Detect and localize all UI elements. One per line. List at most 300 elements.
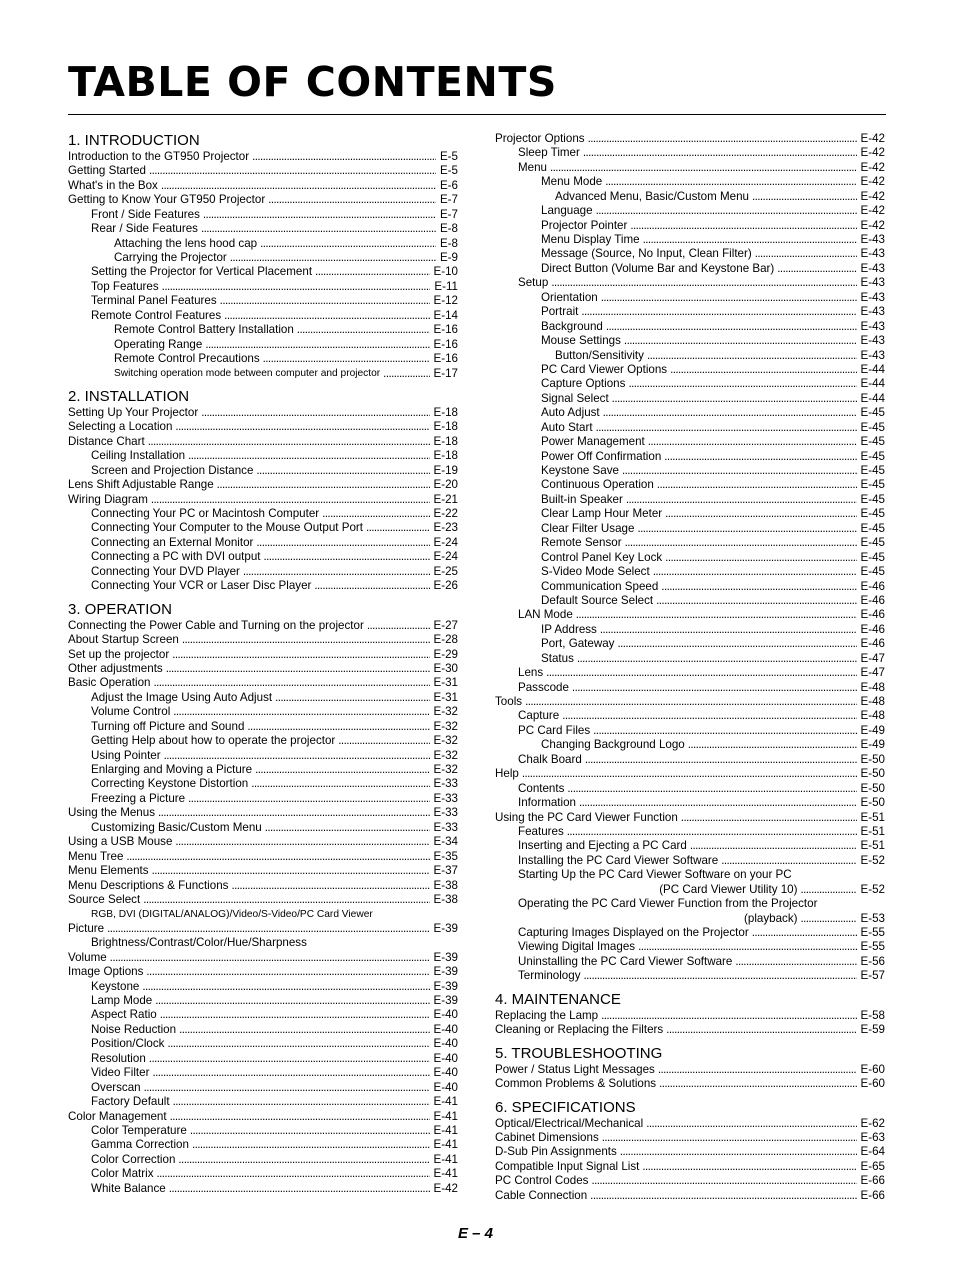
dot-leader: [620, 1145, 857, 1159]
toc-page-number: E-22: [433, 507, 458, 521]
toc-entry[interactable]: [495, 204, 885, 218]
toc-entry-label: Optical/Electrical/Mechanical: [495, 1116, 644, 1130]
toc-entry-label: Noise Reduction: [91, 1022, 177, 1036]
toc-entry-label: Setup: [518, 276, 549, 290]
toc-entry[interactable]: [68, 980, 458, 994]
toc-page-number: E-33: [433, 806, 458, 820]
toc-entry[interactable]: [495, 305, 885, 319]
toc-page-number: E-40: [433, 1022, 458, 1036]
toc-entry[interactable]: [495, 912, 885, 926]
toc-entry[interactable]: [68, 792, 458, 806]
toc-page-number: E-9: [439, 251, 458, 265]
toc-entry[interactable]: [68, 550, 458, 564]
toc-entry[interactable]: [495, 536, 885, 550]
toc-entry[interactable]: [495, 450, 885, 464]
toc-page-number: E-37: [433, 864, 458, 878]
toc-entry[interactable]: [68, 951, 458, 965]
toc-entry-label: Remote Control Battery Installation: [114, 323, 294, 337]
toc-entry-label: Keystone Save: [541, 464, 619, 478]
toc-entry-label: Lens Shift Adjustable Range: [68, 478, 214, 492]
toc-entry[interactable]: [68, 1124, 458, 1138]
toc-entry[interactable]: [495, 132, 885, 146]
toc-entry-label: Button/Sensitivity: [555, 348, 644, 362]
toc-entry[interactable]: [495, 421, 885, 435]
toc-entry[interactable]: [495, 652, 885, 666]
toc-entry-label: LAN Mode: [518, 608, 573, 622]
toc-entry-label: Front / Side Features: [91, 207, 200, 221]
toc-entry[interactable]: [495, 1023, 885, 1037]
toc-entry[interactable]: [68, 309, 458, 323]
toc-entry[interactable]: [68, 1009, 458, 1023]
toc-entry[interactable]: [68, 1095, 458, 1109]
toc-entry-label: Setting Up Your Projector: [68, 405, 199, 419]
toc-entry-label: D-Sub Pin Assignments: [495, 1145, 617, 1159]
toc-page-number: E-34: [433, 835, 458, 849]
toc-entry[interactable]: [495, 969, 885, 983]
dot-leader: [626, 493, 857, 507]
toc-page-number: E-49: [860, 738, 885, 752]
toc-entry[interactable]: [68, 493, 458, 507]
toc-entry-label: Connecting Your Computer to the Mouse Output Port: [91, 521, 363, 535]
dot-leader: [205, 338, 429, 352]
dot-leader: [600, 623, 857, 637]
dot-leader: [255, 763, 429, 777]
toc-page-number: E-17: [433, 366, 458, 380]
toc-page-number: E-42: [860, 175, 885, 189]
toc-entry-label: Using a USB Mouse: [68, 835, 173, 849]
dot-leader: [217, 478, 430, 492]
toc-page-number: E-50: [860, 767, 885, 781]
toc-page-number: E-18: [433, 434, 458, 448]
toc-page-number: E-24: [433, 535, 458, 549]
toc-entry-label: Picture: [68, 921, 105, 935]
toc-entry[interactable]: [68, 164, 458, 178]
toc-page-number: E-18: [433, 420, 458, 434]
toc-page-number: E-41: [433, 1167, 458, 1181]
toc-entry[interactable]: [68, 806, 458, 820]
toc-entry[interactable]: [68, 565, 458, 579]
toc-entry-label: White Balance: [91, 1181, 166, 1195]
toc-entry[interactable]: [495, 738, 885, 752]
dot-leader: [653, 565, 857, 579]
toc-page-number: E-24: [433, 550, 458, 564]
toc-entry[interactable]: [68, 619, 458, 633]
toc-page-number: E-45: [860, 420, 885, 434]
toc-entry[interactable]: [68, 280, 458, 294]
dot-leader: [144, 1081, 430, 1095]
toc-entry[interactable]: [68, 1138, 458, 1152]
dot-leader: [230, 251, 436, 265]
toc-entry[interactable]: [68, 266, 458, 280]
toc-page-number: E-51: [860, 824, 885, 838]
toc-page-number: E-31: [433, 676, 458, 690]
toc-entry[interactable]: [495, 767, 885, 781]
toc-entry[interactable]: [68, 1153, 458, 1167]
toc-entry[interactable]: [495, 377, 885, 391]
toc-page-number: E-43: [860, 290, 885, 304]
toc-entry[interactable]: [68, 763, 458, 777]
toc-entry[interactable]: [495, 479, 885, 493]
toc-entry[interactable]: [495, 782, 885, 796]
dot-leader: [366, 521, 430, 535]
toc-page-number: E-32: [433, 734, 458, 748]
toc-entry[interactable]: [495, 724, 885, 738]
toc-entry[interactable]: [495, 392, 885, 406]
toc-entry[interactable]: [68, 507, 458, 521]
toc-entry[interactable]: [495, 565, 885, 579]
toc-entry-label: Remote Control Precautions: [114, 352, 260, 366]
toc-page-number: E-26: [433, 579, 458, 593]
dot-leader: [572, 681, 857, 695]
toc-entry[interactable]: [68, 994, 458, 1008]
toc-entry[interactable]: [68, 850, 458, 864]
toc-entry-label: PC Card Files: [518, 723, 591, 737]
toc-entry-label: Set up the projector: [68, 647, 170, 661]
toc-entry-label: Other adjustments: [68, 661, 163, 675]
dot-leader: [590, 1189, 856, 1203]
toc-entry[interactable]: [68, 338, 458, 352]
dot-leader: [367, 619, 430, 633]
dot-leader: [173, 1095, 430, 1109]
toc-entry[interactable]: [495, 507, 885, 521]
toc-entry[interactable]: [68, 705, 458, 719]
toc-entry[interactable]: [68, 691, 458, 705]
dot-leader: [322, 507, 429, 521]
dot-leader: [265, 821, 430, 835]
toc-entry-label: Color Matrix: [91, 1167, 154, 1181]
toc-entry-label: Introduction to the GT950 Projector: [68, 149, 250, 163]
toc-entry[interactable]: [68, 648, 458, 662]
toc-entry-label: Continuous Operation: [541, 478, 654, 492]
toc-page-number: E-8: [439, 222, 458, 236]
toc-entry-label: Sleep Timer: [518, 146, 580, 160]
toc-entry[interactable]: [68, 449, 458, 463]
toc-entry[interactable]: [495, 219, 885, 233]
dot-leader: [143, 893, 429, 907]
toc-entry[interactable]: [495, 248, 885, 262]
toc-page-number: E-51: [860, 839, 885, 853]
toc-entry-label: Gamma Correction: [91, 1138, 189, 1152]
toc-page-number: E-48: [860, 695, 885, 709]
toc-entry[interactable]: [495, 190, 885, 204]
toc-entry[interactable]: [495, 580, 885, 594]
toc-entry-label: Power / Status Light Messages: [495, 1062, 655, 1076]
toc-entry-label: Basic Operation: [68, 676, 151, 690]
dot-leader: [314, 579, 429, 593]
toc-entry[interactable]: [68, 922, 458, 936]
dot-leader: [126, 850, 429, 864]
toc-entry-label: Default Source Select: [541, 593, 654, 607]
toc-entry-label: Freezing a Picture: [91, 791, 186, 805]
toc-page-number: E-43: [860, 348, 885, 362]
toc-entry[interactable]: [68, 464, 458, 478]
toc-page-number: E-45: [860, 435, 885, 449]
toc-page-number: E-46: [860, 593, 885, 607]
toc-entry[interactable]: [68, 1110, 458, 1124]
toc-page-number: E-46: [860, 622, 885, 636]
toc-entry[interactable]: [68, 579, 458, 593]
toc-entry[interactable]: [68, 179, 458, 193]
toc-entry[interactable]: [495, 695, 885, 709]
toc-entry[interactable]: [68, 633, 458, 647]
toc-entry[interactable]: [495, 594, 885, 608]
toc-entry[interactable]: [495, 941, 885, 955]
dot-leader: [151, 493, 430, 507]
toc-entry[interactable]: [68, 294, 458, 308]
toc-entry-label: Status: [541, 651, 574, 665]
toc-entry[interactable]: [495, 320, 885, 334]
toc-entry[interactable]: [495, 522, 885, 536]
dot-leader: [583, 146, 857, 160]
dot-leader: [203, 208, 436, 222]
toc-entry-label: Top Features: [91, 279, 159, 293]
dot-leader: [643, 233, 857, 247]
toc-entry[interactable]: [68, 193, 458, 207]
toc-entry-label: Advanced Menu, Basic/Custom Menu: [555, 189, 749, 203]
toc-entry[interactable]: [68, 1081, 458, 1095]
toc-entry[interactable]: [68, 1167, 458, 1181]
toc-entry[interactable]: [495, 233, 885, 247]
toc-page-number: E-60: [860, 1077, 885, 1091]
toc-entry[interactable]: [68, 536, 458, 550]
dot-leader: [169, 1182, 430, 1196]
dot-leader: [179, 1023, 429, 1037]
dot-leader: [666, 1023, 856, 1037]
toc-entry-label: Menu Descriptions & Functions: [68, 878, 229, 892]
dot-leader: [801, 912, 857, 926]
dot-leader: [664, 450, 856, 464]
dot-leader: [562, 709, 856, 723]
toc-entry-label: Changing Background Logo: [541, 738, 685, 752]
dot-leader: [260, 237, 436, 251]
toc-entry-label: Contents: [518, 781, 565, 795]
toc-entry[interactable]: [495, 1160, 885, 1174]
toc-entry[interactable]: [68, 208, 458, 222]
toc-entry[interactable]: [68, 522, 458, 536]
toc-entry-label: Volume: [68, 950, 107, 964]
toc-entry[interactable]: [495, 161, 885, 175]
toc-entry-label: Using Pointer: [91, 748, 161, 762]
toc-entry[interactable]: [68, 1066, 458, 1080]
dot-leader: [688, 738, 857, 752]
toc-page-number: E-63: [860, 1130, 885, 1144]
toc-entry[interactable]: [495, 291, 885, 305]
dot-leader: [252, 150, 436, 164]
toc-entry-label: Factory Default: [91, 1095, 170, 1109]
toc-entry-label: Keystone: [91, 979, 140, 993]
toc-entry[interactable]: [68, 406, 458, 420]
toc-entry[interactable]: [68, 1023, 458, 1037]
toc-page-number: E-39: [433, 950, 458, 964]
toc-page-number: E-48: [860, 680, 885, 694]
toc-page-number: E-10: [433, 265, 458, 279]
toc-page-number: E-57: [860, 969, 885, 983]
toc-entry[interactable]: [495, 262, 885, 276]
toc-entry[interactable]: [495, 608, 885, 622]
toc-entry[interactable]: [495, 1189, 885, 1203]
toc-page-number: E-43: [860, 319, 885, 333]
dot-leader: [201, 222, 436, 236]
section-heading: 5. TROUBLESHOOTING: [495, 1044, 663, 1062]
dot-leader: [642, 1160, 856, 1174]
toc-entry[interactable]: [495, 1063, 885, 1077]
toc-entry[interactable]: [68, 720, 458, 734]
toc-entry[interactable]: [495, 811, 885, 825]
toc-page-number: E-32: [433, 763, 458, 777]
dot-leader: [315, 265, 429, 279]
toc-entry[interactable]: [495, 1131, 885, 1145]
toc-entry[interactable]: [68, 965, 458, 979]
toc-entry-label: Cabinet Dimensions: [495, 1130, 599, 1144]
toc-entry[interactable]: [68, 435, 458, 449]
toc-page-number: E-46: [860, 579, 885, 593]
toc-entry[interactable]: [495, 926, 885, 940]
toc-entry[interactable]: [68, 1182, 458, 1196]
toc-entry[interactable]: [68, 879, 458, 893]
dot-leader: [584, 969, 857, 983]
dot-leader: [576, 608, 857, 622]
toc-entry-label: Connecting the Power Cable and Turning on the projector: [68, 618, 364, 632]
dot-leader: [628, 377, 856, 391]
toc-entry[interactable]: [495, 854, 885, 868]
toc-entry[interactable]: [68, 222, 458, 236]
dot-leader: [201, 406, 429, 420]
toc-entry[interactable]: [495, 955, 885, 969]
toc-entry[interactable]: [68, 893, 458, 907]
dot-leader: [550, 161, 856, 175]
toc-entry[interactable]: [495, 1077, 885, 1091]
toc-entry[interactable]: [68, 676, 458, 690]
toc-entry[interactable]: [495, 551, 885, 565]
toc-entry-label: Terminology: [518, 969, 581, 983]
toc-entry[interactable]: [68, 821, 458, 835]
toc-page-number: E-45: [860, 464, 885, 478]
dot-leader: [657, 478, 857, 492]
toc-entry-label: Attaching the lens hood cap: [114, 236, 258, 250]
dot-leader: [275, 691, 429, 705]
toc-entry[interactable]: [68, 864, 458, 878]
toc-page-number: E-43: [860, 247, 885, 261]
toc-page-number: E-41: [433, 1123, 458, 1137]
toc-entry[interactable]: [495, 363, 885, 377]
toc-entry[interactable]: [495, 349, 885, 363]
dot-leader: [192, 1138, 430, 1152]
toc-entry[interactable]: [495, 175, 885, 189]
toc-entry[interactable]: [495, 883, 885, 897]
toc-entry[interactable]: [68, 749, 458, 763]
toc-page-number: E-40: [433, 1008, 458, 1022]
dot-leader: [637, 522, 856, 536]
toc-entry-label: Clear Lamp Hour Meter: [541, 507, 663, 521]
toc-entry[interactable]: [495, 146, 885, 160]
toc-entry[interactable]: [495, 825, 885, 839]
toc-entry-label: Clear Filter Usage: [541, 521, 635, 535]
toc-page-number: E-50: [860, 781, 885, 795]
toc-page-number: E-12: [433, 294, 458, 308]
toc-entry[interactable]: [495, 753, 885, 767]
dot-leader: [585, 753, 857, 767]
toc-entry[interactable]: [495, 493, 885, 507]
dot-leader: [188, 792, 429, 806]
toc-entry-label: Getting to Know Your GT950 Projector: [68, 193, 266, 207]
dot-leader: [646, 1117, 856, 1131]
dot-leader: [224, 309, 429, 323]
toc-entry-label: Rear / Side Features: [91, 222, 198, 236]
toc-page-number: E-29: [433, 647, 458, 661]
toc-entry[interactable]: [68, 150, 458, 164]
toc-page-number: E-46: [860, 637, 885, 651]
toc-entry-label: IP Address: [541, 622, 597, 636]
toc-entry[interactable]: [68, 778, 458, 792]
toc-entry[interactable]: [495, 464, 885, 478]
toc-entry-label: Operating the PC Card Viewer Function from the Projector: [518, 897, 818, 911]
toc-page-number: E-7: [439, 193, 458, 207]
toc-entry[interactable]: [68, 478, 458, 492]
toc-entry[interactable]: [68, 734, 458, 748]
toc-entry[interactable]: [495, 666, 885, 680]
dot-leader: [625, 536, 857, 550]
toc-entry-label: Image Options: [68, 965, 144, 979]
toc-entry[interactable]: [68, 662, 458, 676]
dot-leader: [146, 965, 429, 979]
toc-entry[interactable]: [68, 1052, 458, 1066]
toc-entry[interactable]: [495, 796, 885, 810]
toc-entry[interactable]: [68, 835, 458, 849]
dot-leader: [243, 565, 430, 579]
toc-page-number: E-30: [433, 661, 458, 675]
toc-entry-label: Replacing the Lamp: [495, 1008, 599, 1022]
toc-entry[interactable]: [68, 323, 458, 337]
toc-entry[interactable]: [495, 406, 885, 420]
toc-entry[interactable]: [495, 276, 885, 290]
dot-leader: [577, 652, 857, 666]
toc-entry-label: Direct Button (Volume Bar and Keystone Bar): [541, 261, 775, 275]
toc-entry[interactable]: [495, 1174, 885, 1188]
toc-entry[interactable]: [495, 839, 885, 853]
toc-entry[interactable]: [68, 367, 458, 381]
toc-entry[interactable]: [495, 710, 885, 724]
toc-entry-label: Orientation: [541, 290, 598, 304]
toc-entry-label: Position/Clock: [91, 1037, 165, 1051]
toc-entry[interactable]: [495, 637, 885, 651]
toc-entry-label: Remote Control Features: [91, 308, 222, 322]
toc-entry[interactable]: [68, 237, 458, 251]
toc-page-number: E-44: [860, 362, 885, 376]
dot-leader: [602, 1131, 857, 1145]
toc-entry-label: Terminal Panel Features: [91, 294, 217, 308]
dot-leader: [591, 1174, 856, 1188]
dot-leader: [175, 420, 429, 434]
toc-entry[interactable]: [68, 352, 458, 366]
toc-page-number: E-50: [860, 752, 885, 766]
toc-entry[interactable]: [495, 1009, 885, 1023]
toc-entry[interactable]: [495, 1117, 885, 1131]
toc-entry[interactable]: [495, 1145, 885, 1159]
page-number: E – 4: [458, 1225, 494, 1242]
toc-entry[interactable]: [495, 334, 885, 348]
section-heading: 3. OPERATION: [68, 600, 172, 618]
toc-entry-label: Resolution: [91, 1051, 146, 1065]
toc-entry[interactable]: [68, 420, 458, 434]
toc-entry[interactable]: [495, 435, 885, 449]
toc-entry[interactable]: [495, 681, 885, 695]
toc-entry[interactable]: [68, 251, 458, 265]
toc-entry[interactable]: [68, 1037, 458, 1051]
dot-leader: [755, 247, 857, 261]
dot-leader: [172, 648, 429, 662]
toc-page-number: E-66: [860, 1174, 885, 1188]
toc-entry[interactable]: [495, 623, 885, 637]
